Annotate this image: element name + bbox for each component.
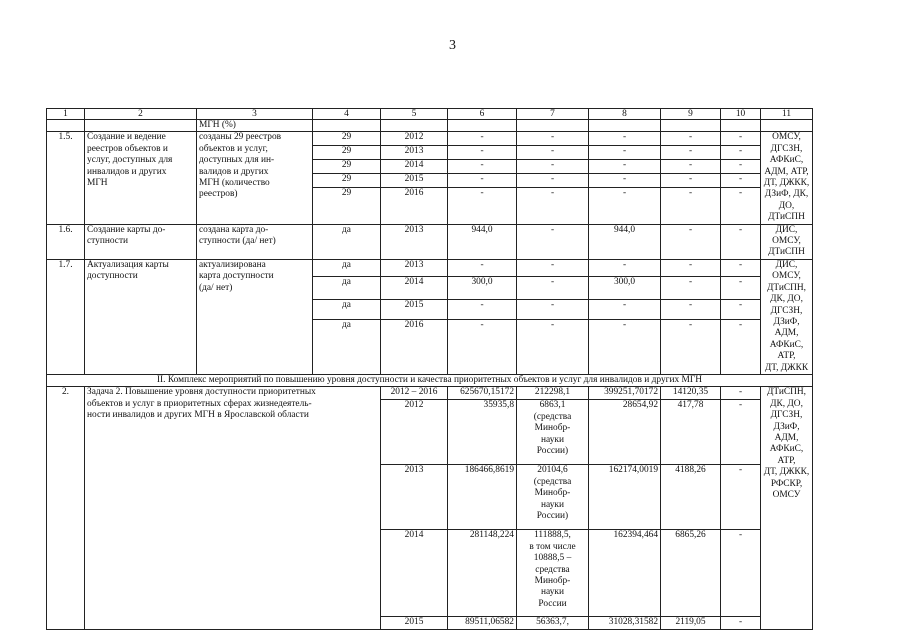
table-cell: - [517, 259, 589, 276]
table-cell: - [661, 259, 721, 276]
table-cell: 56363,7, [517, 617, 589, 630]
header-cell: 7 [517, 109, 589, 120]
table-cell: - [517, 277, 589, 300]
table-cell: - [661, 174, 721, 188]
table-cell: - [661, 188, 721, 225]
table-cell: - [721, 400, 761, 465]
table-cell: - [721, 617, 761, 630]
table-cell: - [721, 465, 761, 530]
table-cell: да [313, 320, 381, 375]
table-cell: 944,0 [589, 224, 661, 259]
page-number: 3 [449, 38, 456, 53]
table-cell: 6863,1 (средства Минобр- науки России) [517, 400, 589, 465]
table-cell: - [448, 300, 517, 320]
table-cell: 111888,5, в том числе 10888,5 – средства Минобр- науки России [517, 530, 589, 617]
table-cell: 2012 [381, 400, 448, 465]
indicator-text: созданы 29 реестров объектов и услуг, доступных для ин- валидов и других МГН (количество реестров) [197, 132, 313, 224]
table-cell: 162394,464 [589, 530, 661, 617]
table-cell [589, 120, 661, 132]
table-cell: - [589, 320, 661, 375]
table-row [47, 387, 813, 400]
table-cell: 89511,06582 [448, 617, 517, 630]
header-cell: 5 [381, 109, 448, 120]
table-cell: 2015 [381, 617, 448, 630]
table-cell: да [313, 259, 381, 276]
table-cell: - [517, 188, 589, 225]
table-cell: - [589, 259, 661, 276]
table-cell: 29 [313, 132, 381, 146]
table-cell: - [589, 132, 661, 146]
table-cell: - [517, 160, 589, 174]
table-cell: - [589, 188, 661, 225]
table-row [47, 224, 813, 259]
table-cell [721, 120, 761, 132]
item-number: 1.7. [47, 259, 85, 374]
table-cell: 29 [313, 160, 381, 174]
table-cell: - [517, 300, 589, 320]
table-cell: 2014 [381, 530, 448, 617]
indicator-text: МГН (%) [197, 120, 313, 132]
table-cell: - [661, 277, 721, 300]
header-cell: 3 [197, 109, 313, 120]
table-cell: - [448, 132, 517, 146]
header-cell: 2 [85, 109, 197, 120]
table-cell: - [721, 300, 761, 320]
table-cell: - [448, 146, 517, 160]
table-cell: 2013 [381, 146, 448, 160]
table-cell: 20104,6 (средства Минобр- науки России) [517, 465, 589, 530]
table-cell [381, 120, 448, 132]
table-cell: - [448, 188, 517, 225]
item-name: Актуализация карты доступности [85, 259, 197, 374]
table-cell: - [448, 174, 517, 188]
header-cell: 6 [448, 109, 517, 120]
table-cell: 625670,15172 [448, 387, 517, 400]
table-cell: - [721, 259, 761, 276]
table-cell: - [517, 320, 589, 375]
table-cell: - [661, 300, 721, 320]
table-cell: 2014 [381, 160, 448, 174]
table-cell: - [589, 300, 661, 320]
item-name: Создание и ведение реестров объектов и услуг, доступных для инвалидов и других МГН [85, 132, 197, 224]
table-cell: 29 [313, 174, 381, 188]
table-cell: 2015 [381, 300, 448, 320]
indicator-text: актуализирована карта доступности (да/ нет) [197, 259, 313, 374]
table-cell: 162174,0019 [589, 465, 661, 530]
responsible-cell: ДТиСПН, ДК, ДО, ДГСЗН, ДЗиФ, АДМ, АФКиС, АТР, ДТ, ДЖКК, РФСКР, ОМСУ [761, 387, 813, 630]
table-cell: - [661, 132, 721, 146]
table-cell: 2012 [381, 132, 448, 146]
table-cell: 417,78 [661, 400, 721, 465]
table-cell: - [721, 146, 761, 160]
header-cell: 8 [589, 109, 661, 120]
header-cell: 10 [721, 109, 761, 120]
responsible-cell: ДИС, ОМСУ, ДТиСПН [761, 224, 813, 259]
table-cell: - [721, 160, 761, 174]
table-cell: 29 [313, 146, 381, 160]
table-cell [448, 120, 517, 132]
table-cell: - [517, 146, 589, 160]
table-cell: 944,0 [448, 224, 517, 259]
responsible-cell: ОМСУ, ДГСЗН, АФКиС, АДМ, АТР, ДТ, ДЖКК, ДЗиФ, ДК, ДО, ДТиСПН [761, 132, 813, 224]
header-row [47, 109, 813, 120]
table-cell: 4188,26 [661, 465, 721, 530]
table-cell: да [313, 224, 381, 259]
section-row [47, 374, 813, 386]
table-cell: - [721, 224, 761, 259]
table-cell: 399251,70172 [589, 387, 661, 400]
table-cell: - [721, 174, 761, 188]
header-cell: 9 [661, 109, 721, 120]
table-cell: - [721, 320, 761, 375]
table-cell: 14120,35 [661, 387, 721, 400]
table-cell [47, 120, 85, 132]
table-cell: 29 [313, 188, 381, 225]
header-cell: 4 [313, 109, 381, 120]
table-cell: - [721, 530, 761, 617]
table-cell: 186466,8619 [448, 465, 517, 530]
table-cell [761, 120, 813, 132]
table-cell [85, 120, 197, 132]
header-cell: 1 [47, 109, 85, 120]
table-cell: - [721, 132, 761, 146]
table-cell: 300,0 [589, 277, 661, 300]
table-cell: - [589, 160, 661, 174]
table-cell: 2013 [381, 259, 448, 276]
table-cell: - [721, 387, 761, 400]
table-cell: 2015 [381, 174, 448, 188]
table-row [47, 132, 813, 146]
table-row [47, 120, 813, 132]
table-cell: - [589, 174, 661, 188]
table-cell: 2016 [381, 320, 448, 375]
table-cell: - [517, 224, 589, 259]
table-cell: 35935,8 [448, 400, 517, 465]
table-cell: 2016 [381, 188, 448, 225]
table-cell: - [517, 132, 589, 146]
header-cell: 11 [761, 109, 813, 120]
table-cell: - [661, 320, 721, 375]
table-cell: - [448, 160, 517, 174]
table-cell [517, 120, 589, 132]
table-cell: - [448, 320, 517, 375]
table-cell: 281148,224 [448, 530, 517, 617]
table-cell: - [661, 160, 721, 174]
table-cell: - [517, 174, 589, 188]
table-cell: 212298,1 [517, 387, 589, 400]
table-row [47, 259, 813, 276]
task-text: Задача 2. Повышение уровня доступности приоритетных объектов и услуг в приоритетных сферах жизнедеятель- ности инвалидов и других МГН в Ярославской области [85, 387, 381, 630]
item-number: 1.6. [47, 224, 85, 259]
table-cell: - [589, 146, 661, 160]
section-heading: II. Комплекс мероприятий по повышению уровня доступности и качества приоритетных объектов и услуг для инвалидов и других МГН [47, 374, 813, 386]
table-cell: 6865,26 [661, 530, 721, 617]
table-cell: - [721, 188, 761, 225]
table-cell: 2013 [381, 465, 448, 530]
table-cell [661, 120, 721, 132]
table-cell: да [313, 277, 381, 300]
table-cell: 2014 [381, 277, 448, 300]
table-cell: 28654,92 [589, 400, 661, 465]
table-cell [313, 120, 381, 132]
table-cell: 300,0 [448, 277, 517, 300]
item-name: Создание карты до- ступности [85, 224, 197, 259]
table-cell: - [661, 146, 721, 160]
item-number: 1.5. [47, 132, 85, 224]
table-cell: - [661, 224, 721, 259]
table-cell: - [721, 277, 761, 300]
table-cell: 2013 [381, 224, 448, 259]
program-table [46, 108, 813, 630]
table-cell: 31028,31582 [589, 617, 661, 630]
item-number: 2. [47, 387, 85, 630]
table-cell: 2012 – 2016 [381, 387, 448, 400]
table-cell: да [313, 300, 381, 320]
responsible-cell: ДИС, ОМСУ, ДТиСПН, ДК, ДО, ДГСЗН, ДЗиФ, АДМ, АФКиС, АТР, ДТ, ДЖКК [761, 259, 813, 374]
table-cell: 2119,05 [661, 617, 721, 630]
indicator-text: создана карта до- ступности (да/ нет) [197, 224, 313, 259]
table-cell: - [448, 259, 517, 276]
